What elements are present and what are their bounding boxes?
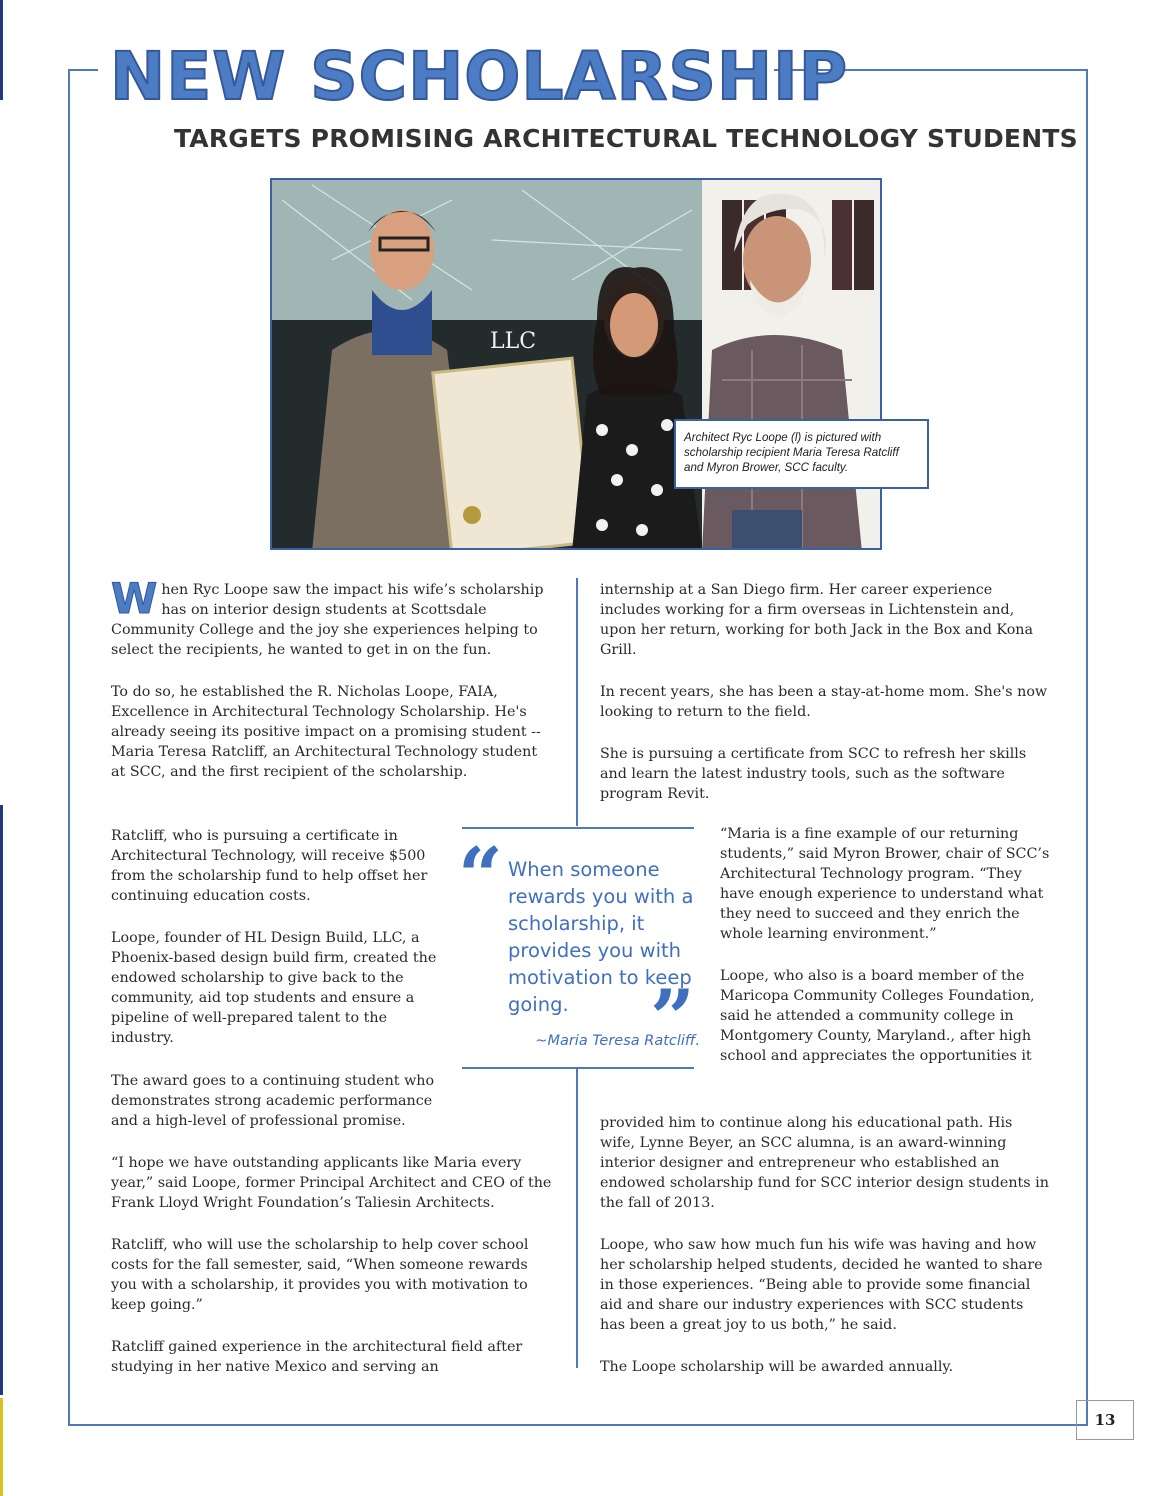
page-number: 13 bbox=[1076, 1400, 1134, 1440]
right-column-bottom bbox=[600, 1113, 1050, 1399]
paragraph: Loope, founder of HL Design Build, LLC, a Phoenix-based design build firm, created the endowed scholarship to give back to the community, aid top students and ensure a pipeline of well-prepared talent to the industry. bbox=[111, 930, 437, 1046]
paragraph: To do so, he established the R. Nicholas Loope, FAIA, Excellence in Architectural Technology Scholarship. He's already seeing its positive impact on a promising student -- Maria Teresa Ratcliff, an Architectural Technology student at SCC, and the first recipient of the scholarship. bbox=[111, 684, 541, 780]
left-column-top bbox=[111, 574, 551, 804]
open-quote-icon: “ bbox=[458, 831, 503, 922]
headline: NEW SCHOLARSHIP bbox=[110, 38, 849, 115]
page-edge-mark bbox=[0, 805, 3, 1395]
drop-cap: W bbox=[111, 574, 158, 623]
svg-text:LLC: LLC bbox=[490, 329, 537, 354]
paragraph: “Maria is a fine example of our returning students,” said Myron Brower, chair of SCC’s Architectural Technology program. “They have enough experience to understand what they need to succeed and they enrich the whole learning environment.” bbox=[720, 826, 1050, 942]
right-column-top bbox=[600, 580, 1050, 826]
page-edge-mark bbox=[0, 0, 3, 100]
paragraph: Ratcliff, who is pursuing a certificate in Architectural Technology, will receive $500 from the scholarship fund to help offset her continuing education costs. bbox=[111, 828, 428, 904]
left-column-mid bbox=[111, 826, 441, 1070]
frame-top-left bbox=[68, 69, 98, 71]
page-edge-mark bbox=[0, 1398, 3, 1496]
column-rule bbox=[576, 578, 578, 826]
right-column-mid bbox=[720, 824, 1050, 1066]
quote-rule-bottom bbox=[462, 1067, 694, 1069]
paragraph: provided him to continue along his educational path. His wife, Lynne Beyer, an SCC alumna, is an award-winning interior designer and entrepreneur who established an endowed scholarship fund for SCC interior design students in the fall of 2013. bbox=[600, 1115, 1049, 1211]
article-photo bbox=[270, 178, 882, 550]
paragraph: Loope, who also is a board member of the Maricopa Community Colleges Foundation, said he attended a community college in Montgomery County, Maryland., after high school and appreciates the opportunities it bbox=[720, 968, 1035, 1064]
paragraph: Ratcliff, who will use the scholarship to help cover school costs for the fall semester, said, “When someone rewards you with a scholarship, it provides you with motivation to keep going.” bbox=[111, 1237, 529, 1313]
paragraph: She is pursuing a certificate from SCC to refresh her skills and learn the latest industry tools, such as the software program Revit. bbox=[600, 746, 1027, 802]
pull-quote-text: When someone rewards you with a scholarship, it provides you with motivation to keep going. bbox=[508, 858, 694, 1016]
pull-quote-attribution: ~Maria Teresa Ratcliff. bbox=[535, 1033, 700, 1049]
close-quote-icon: ” bbox=[650, 973, 695, 1064]
left-column-end bbox=[111, 1153, 556, 1399]
paragraph: When Ryc Loope saw the impact his wife’s scholarship has on interior design students at Scottsdale Community College and the joy she experiences helping to select the recipients, he wanted to get in on the fun. bbox=[111, 574, 544, 658]
paragraph: In recent years, she has been a stay-at-home mom. She's now looking to return to the field. bbox=[600, 684, 1048, 720]
photo-caption: Architect Ryc Loope (l) is pictured with scholarship recipient Maria Teresa Ratcliff and Myron Brower, SCC faculty. bbox=[674, 419, 929, 489]
paragraph: Ratcliff gained experience in the architectural field after studying in her native Mexico and serving an bbox=[111, 1339, 523, 1375]
quote-rule-top bbox=[462, 827, 694, 829]
photo-illustration bbox=[272, 180, 882, 550]
paragraph: “I hope we have outstanding applicants like Maria every year,” said Loope, former Principal Architect and CEO of the Frank Lloyd Wright Foundation’s Taliesin Architects. bbox=[111, 1155, 552, 1211]
subheadline: TARGETS PROMISING ARCHITECTURAL TECHNOLOGY STUDENTS bbox=[174, 124, 1078, 153]
paragraph: The Loope scholarship will be awarded annually. bbox=[600, 1359, 954, 1375]
left-column-bottom bbox=[111, 1071, 551, 1131]
column-rule bbox=[576, 1068, 578, 1368]
paragraph: Loope, who saw how much fun his wife was having and how her scholarship helped students, decided he wanted to share in those experiences. “Being able to provide some financial aid and share our industry experiences with SCC students has been a great joy to us both,” he said. bbox=[600, 1237, 1043, 1333]
paragraph: The award goes to a continuing student who demonstrates strong academic performance and a high-level of professional promise. bbox=[111, 1073, 435, 1129]
paragraph: internship at a San Diego firm. Her career experience includes working for a firm overseas in Lichtenstein and, upon her return, working for both Jack in the Box and Kona Grill. bbox=[600, 582, 1034, 658]
